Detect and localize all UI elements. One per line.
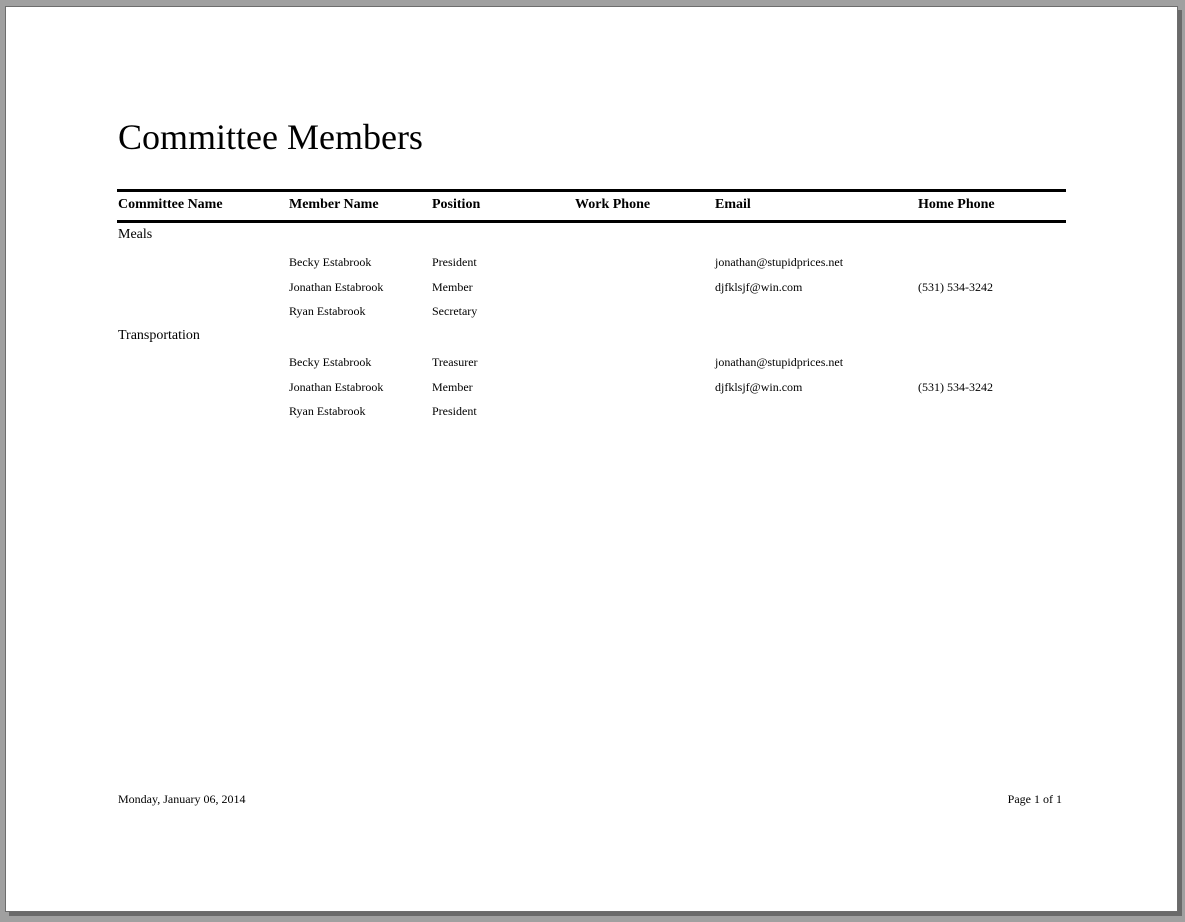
column-header-email: Email — [715, 197, 751, 212]
column-header-member-name: Member Name — [289, 197, 379, 212]
column-header-position: Position — [432, 197, 481, 212]
table-row — [6, 378, 1179, 396]
member-name-cell: Jonathan Estabrook — [289, 380, 384, 394]
group-committee-name: Meals — [118, 227, 153, 242]
column-header-work-phone: Work Phone — [575, 197, 651, 212]
position-cell: Secretary — [432, 304, 478, 318]
email-cell: djfklsjf@win.com — [715, 280, 803, 294]
position-cell: Member — [432, 280, 473, 294]
email-cell: jonathan@stupidprices.net — [715, 255, 844, 269]
member-name-cell: Ryan Estabrook — [289, 404, 366, 418]
header-top-rule — [117, 189, 1066, 192]
report-page — [5, 6, 1178, 912]
page-shadow-bottom — [9, 912, 1182, 916]
position-cell: Treasurer — [432, 355, 478, 369]
table-row — [6, 253, 1179, 271]
footer-date: Monday, January 06, 2014 — [118, 792, 246, 806]
footer-page-number: Page 1 of 1 — [1007, 792, 1062, 806]
table-row — [6, 353, 1179, 371]
member-name-cell: Becky Estabrook — [289, 355, 372, 369]
email-cell: djfklsjf@win.com — [715, 380, 803, 394]
member-name-cell: Ryan Estabrook — [289, 304, 366, 318]
table-row — [6, 302, 1179, 320]
page-shadow-right — [1178, 10, 1182, 916]
group-committee-name: Transportation — [118, 328, 200, 343]
column-header-home-phone: Home Phone — [918, 197, 995, 212]
member-name-cell: Becky Estabrook — [289, 255, 372, 269]
table-row — [6, 402, 1179, 420]
home-phone-cell: (531) 534-3242 — [918, 280, 993, 294]
report-title: Committee Members — [118, 117, 423, 157]
position-cell: President — [432, 255, 477, 269]
member-name-cell: Jonathan Estabrook — [289, 280, 384, 294]
table-row — [6, 278, 1179, 296]
home-phone-cell: (531) 534-3242 — [918, 380, 993, 394]
position-cell: Member — [432, 380, 473, 394]
header-bottom-rule — [117, 220, 1066, 223]
email-cell: jonathan@stupidprices.net — [715, 355, 844, 369]
position-cell: President — [432, 404, 477, 418]
column-header-committee-name: Committee Name — [118, 197, 223, 212]
